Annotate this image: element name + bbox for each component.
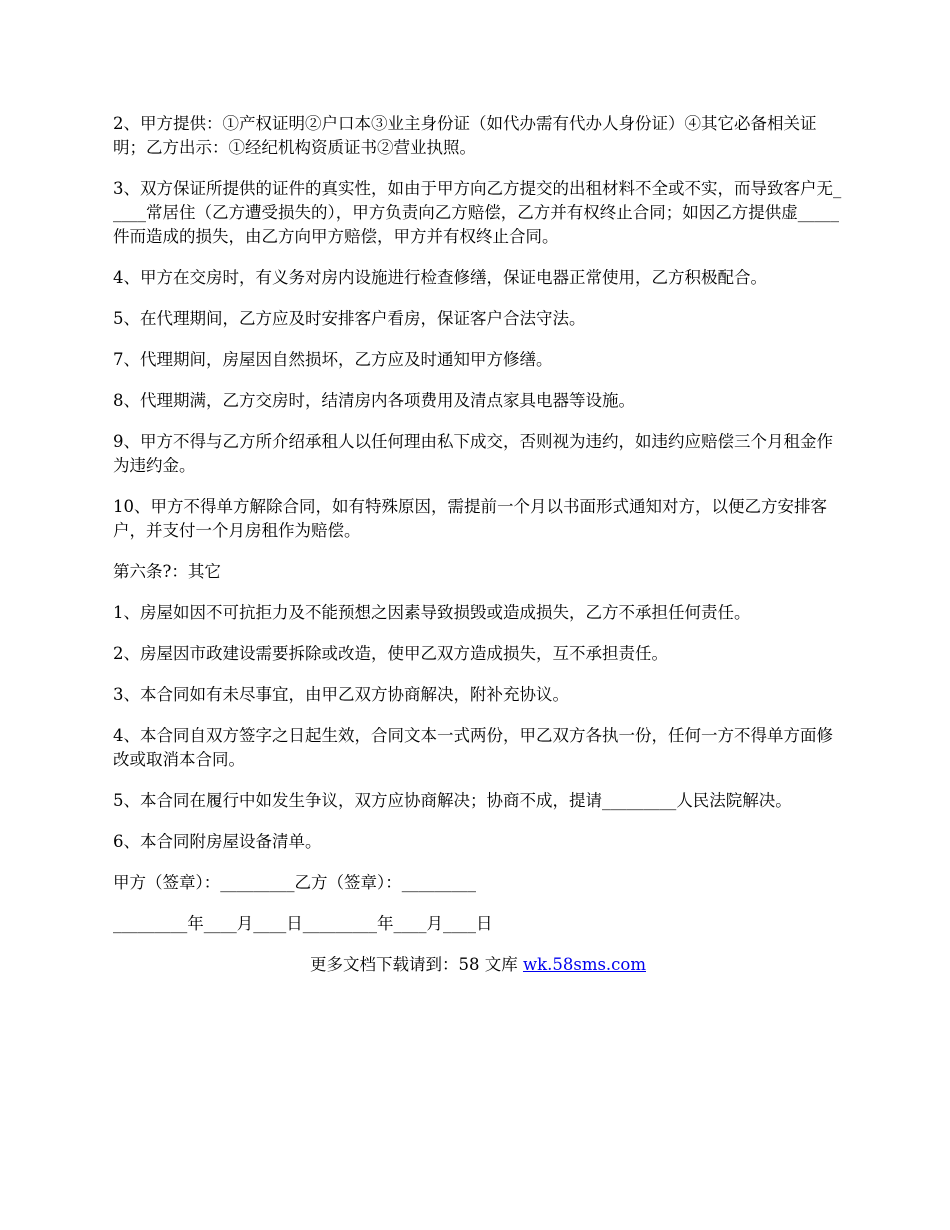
date-line: _________年____月____日_________年____月____日 [113, 914, 493, 933]
clause-paragraph: 5、本合同在履行中如发生争议，双方应协商解决；协商不成，提请_________人民法院解决。 [113, 791, 792, 810]
clause-paragraph: 10、甲方不得单方解除合同，如有特殊原因，需提前一个月以书面形式通知对方，以便乙方安排客户，并支付一个月房租作为赔偿。 [113, 497, 827, 540]
section-heading: 第六条?：其它 [113, 562, 221, 581]
clause-paragraph: 9、甲方不得与乙方所介绍承租人以任何理由私下成交，否则视为违约，如违约应赔偿三个月租金作为违约金。 [113, 432, 833, 475]
clause-paragraph: 2、甲方提供：①产权证明②户口本③业主身份证（如代办需有代办人身份证）④其它必备相关证明；乙方出示：①经纪机构资质证书②营业执照。 [113, 114, 817, 157]
clause-paragraph: 4、本合同自双方签字之日起生效，合同文本一式两份，甲乙双方各执一份，任何一方不得单方面修改或取消本合同。 [113, 726, 833, 769]
clause-paragraph: 1、房屋如因不可抗拒力及不能预想之因素导致损毁或造成损失，乙方不承担任何责任。 [113, 603, 751, 622]
clause-paragraph: 3、本合同如有未尽事宜，由甲乙双方协商解决，附补充协议。 [113, 685, 569, 704]
footer [113, 953, 843, 977]
clause-paragraph: 2、房屋因市政建设需要拆除或改造，使甲乙双方造成损失，互不承担责任。 [113, 644, 668, 663]
clause-paragraph: 6、本合同附房屋设备清单。 [113, 832, 322, 851]
clause-paragraph: 3、双方保证所提供的证件的真实性，如由于甲方向乙方提交的出租材料不全或不实，而导致客户无_____常居住（乙方遭受损失的），甲方负责向乙方赔偿，乙方并有权终止合同；如因乙方提供虚_____件而造成的损失，由乙方向甲方赔偿，甲方并有权终止合同。 [113, 179, 842, 246]
clause-paragraph: 4、甲方在交房时，有义务对房内设施进行检查修缮，保证电器正常使用，乙方积极配合。 [113, 268, 767, 287]
signature-line: 甲方（签章）：_________乙方（签章）：_________ [113, 873, 476, 892]
document-page [113, 112, 843, 977]
clause-paragraph: 5、在代理期间，乙方应及时安排客户看房，保证客户合法守法。 [113, 309, 586, 328]
footer-link[interactable]: wk.58sms.com [522, 955, 646, 974]
clause-paragraph: 8、代理期满，乙方交房时，结清房内各项费用及清点家具电器等设施。 [113, 391, 635, 410]
clause-paragraph: 7、代理期间，房屋因自然损坏，乙方应及时通知甲方修缮。 [113, 350, 553, 369]
footer-text: 更多文档下载请到：58 文库 [309, 955, 523, 974]
